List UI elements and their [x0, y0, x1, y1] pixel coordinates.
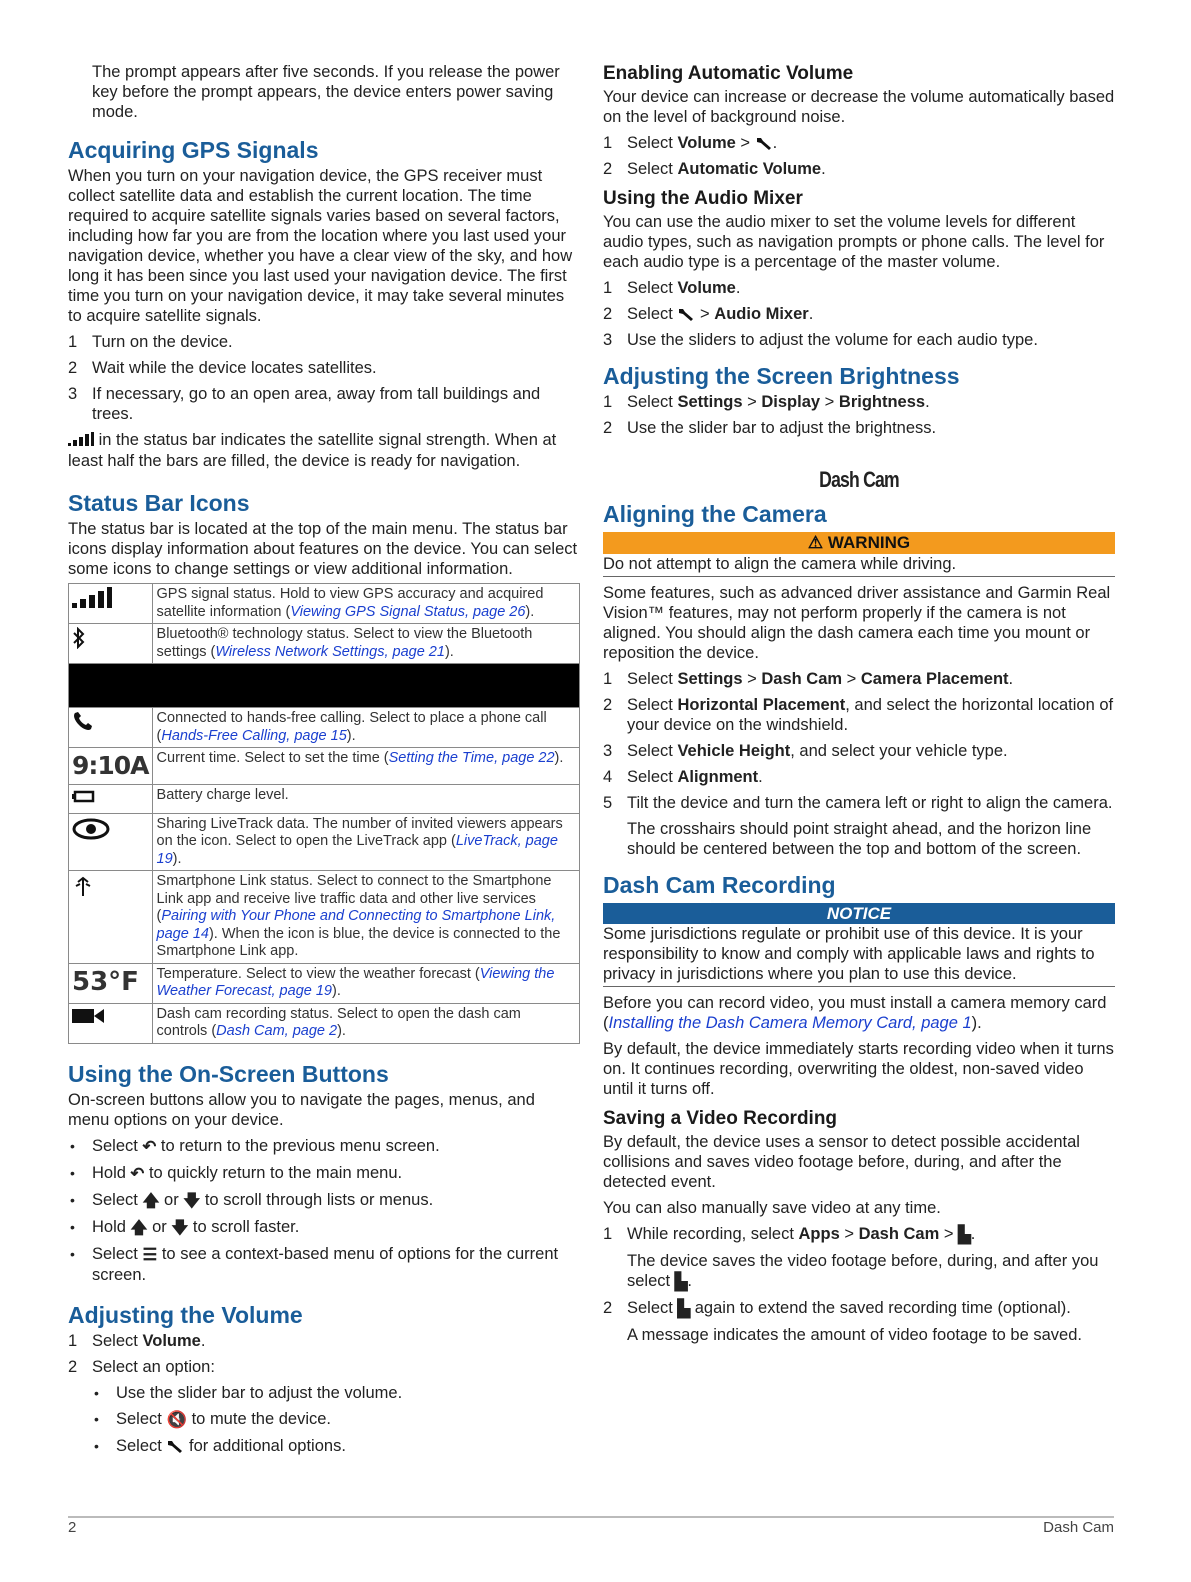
volume-step-1: 1 Select Volume.	[68, 1331, 206, 1350]
align-body: Some features, such as advanced driver assistance and Garmin Real Vision™ features, may not perform properly if the camera is not aligned. You should align the dash camera each time you mount or reposition the device.	[603, 584, 1111, 662]
arrow-up-icon: 🡅	[130, 1218, 148, 1237]
align-heading: Aligning the Camera	[603, 501, 827, 527]
gps-body: When you turn on your navigation device, the GPS receiver must collect satellite data and establish the current location. The time required to acquire satellite signals varies based on several factors, including how far you are from the location where you last used your navigation device, whether you have a clear view of the sky, and how long it has been since you last used your navigation device. The first time you turn on your navigation device, it may take several minutes to acquire satellite signals.	[68, 167, 573, 325]
autovol-step-1: 1 Select Volume > .	[603, 134, 778, 152]
save-video-icon: ▙	[958, 1226, 971, 1244]
signal-note: in the status bar indicates the satellite signal strength. When at least half the bars are filled, the device is ready for navigation.	[68, 431, 557, 470]
save-video-icon: ▙	[674, 1273, 688, 1291]
gps-step-1: 1 Turn on the device.	[68, 333, 233, 351]
list-item: • Select ☰ to see a context-based menu of options for the current screen.	[68, 1244, 580, 1285]
align-step-5-note: The crosshairs should point straight ahead, and the horizon line should be centered between the top and bottom of the screen.	[627, 820, 1092, 858]
autovol-heading: Enabling Automatic Volume	[603, 63, 854, 84]
brightness-step-1: 1 Select Settings > Display > Brightness.	[603, 393, 930, 411]
signal-strength-icon	[68, 431, 94, 451]
clock-time-icon: 9:10A	[69, 748, 153, 785]
saving-step-1: 1 While recording, select Apps > Dash Cam > ▙.	[603, 1225, 976, 1244]
livetrack-eye-icon	[69, 813, 153, 871]
smartphone-link-icon	[69, 871, 153, 964]
right-column	[603, 62, 1115, 1351]
link-gps-status[interactable]: Viewing GPS Signal Status, page 26	[290, 603, 526, 620]
recording-heading: Dash Cam Recording	[603, 872, 836, 898]
list-item: • Hold ↶ to quickly return to the main menu.	[68, 1163, 580, 1184]
saving-heading: Saving a Video Recording	[603, 1108, 838, 1129]
intro-paragraph: The prompt appears after five seconds. If you release the power key before the prompt appears, the device enters power saving mode.	[92, 63, 560, 121]
list-item: • Select for additional options.	[68, 1436, 580, 1456]
arrow-down-icon: 🡇	[183, 1191, 201, 1210]
link-memory-card[interactable]: Installing the Dash Camera Memory Card, page 1	[608, 1014, 972, 1032]
redacted-row	[69, 664, 580, 708]
gps-signal-icon	[69, 584, 153, 624]
wrench-icon	[755, 135, 773, 149]
table-row: Sharing LiveTrack data. The number of invited viewers appears on the icon. Select to open the LiveTrack app (LiveTrack, page 19).	[69, 813, 580, 871]
link-livetrack[interactable]: LiveTrack, page 19	[156, 833, 558, 867]
phone-icon	[69, 708, 153, 748]
mixer-step-3: 3 Use the sliders to adjust the volume for each audio type.	[603, 331, 1038, 349]
mixer-heading: Using the Audio Mixer	[603, 188, 803, 209]
video-camera-icon	[69, 1003, 153, 1043]
table-row: Connected to hands-free calling. Select to place a phone call (Hands-Free Calling, page 15).	[69, 708, 580, 748]
notice-text: Some jurisdictions regulate or prohibit use of this device. It is your responsibility to know and comply with applicable laws and rights to privacy in jurisdictions where you plan to use this device.	[603, 925, 1095, 983]
bluetooth-icon	[69, 624, 153, 664]
temperature-icon: 53°F	[69, 963, 153, 1003]
warning-banner: ⚠ WARNING	[603, 532, 1115, 554]
recording-para-1: Before you can record video, you must install a camera memory card (Installing the Dash Camera Memory Card, page 1).	[603, 994, 1107, 1032]
section-title: Dash Cam	[819, 467, 899, 492]
link-hands-free[interactable]: Hands-Free Calling, page 15	[161, 727, 347, 744]
buttons-body: On-screen buttons allow you to navigate the pages, menus, and menu options on your device.	[68, 1090, 535, 1129]
arrow-down-icon: 🡇	[171, 1218, 189, 1237]
list-item: • Select 🡅 or 🡇 to scroll through lists or menus.	[68, 1190, 580, 1211]
link-wireless-settings[interactable]: Wireless Network Settings, page 21	[215, 643, 445, 660]
mixer-step-2: 2 Select > Audio Mixer.	[603, 305, 814, 323]
wrench-icon	[677, 306, 695, 320]
battery-icon	[69, 785, 153, 814]
saving-body-2: You can also manually save video at any time.	[603, 1199, 941, 1217]
table-row: GPS signal status. Hold to view GPS accuracy and acquired satellite information (Viewing GPS Signal Status, page 26).	[69, 584, 580, 624]
brightness-heading: Adjusting the Screen Brightness	[603, 363, 960, 389]
mixer-step-1: 1 Select Volume.	[603, 279, 741, 297]
mute-icon: 🔇	[166, 1410, 187, 1429]
saving-body: By default, the device uses a sensor to detect possible accidental collisions and saves video footage before, during, and after the detected event.	[603, 1133, 1080, 1191]
status-icons-table	[68, 583, 580, 1044]
saving-step-2: 2 Select ▙ again to extend the saved recording time (optional).	[603, 1299, 1071, 1318]
back-icon: ↶	[130, 1164, 145, 1183]
footer-section: Dash Cam	[1043, 1519, 1114, 1536]
link-dash-cam[interactable]: Dash Cam, page 2	[216, 1023, 338, 1039]
page-number: 2	[68, 1519, 77, 1536]
saving-step-2-note: A message indicates the amount of video footage to be saved.	[627, 1326, 1082, 1344]
divider	[603, 576, 1115, 577]
list-item: • Use the slider bar to adjust the volume.	[68, 1383, 580, 1403]
align-step-4: 4 Select Alignment.	[603, 768, 763, 786]
list-item: • Select ↶ to return to the previous menu screen.	[68, 1136, 580, 1157]
recording-para-2: By default, the device immediately starts recording video when it turns on. It continues recording, overwriting the oldest, non-saved video until it turns off.	[603, 1040, 1114, 1098]
table-row: Bluetooth® technology status. Select to view the Bluetooth settings (Wireless Network Settings, page 21).	[69, 624, 580, 664]
table-row: 53°F Temperature. Select to view the weather forecast (Viewing the Weather Forecast, page 19).	[69, 963, 580, 1003]
align-step-2: 2 Select Horizontal Placement, and select the horizontal location of your device on the windshield.	[603, 696, 1114, 734]
wrench-icon	[166, 1438, 184, 1452]
volume-step-2: 2 Select an option:	[68, 1357, 215, 1376]
gps-step-2: 2 Wait while the device locates satellites.	[68, 359, 377, 377]
volume-heading: Adjusting the Volume	[68, 1301, 303, 1328]
gps-heading: Acquiring GPS Signals	[68, 137, 319, 163]
status-bar-body: The status bar is located at the top of the main menu. The status bar icons display information about features on the device. You can select some icons to change settings or view additional information.	[68, 520, 578, 578]
left-column	[68, 62, 580, 1462]
link-smartphone-link[interactable]: Pairing with Your Phone and Connecting to Smartphone Link, page 14	[156, 908, 556, 942]
notice-banner: NOTICE	[603, 903, 1115, 924]
mixer-body: You can use the audio mixer to set the volume levels for different audio types, such as navigation prompts or phone calls. The level for each audio type is a percentage of the master volume.	[603, 213, 1105, 271]
save-video-icon: ▙	[677, 1300, 691, 1318]
table-row: Battery charge level.	[69, 785, 580, 814]
align-step-5: 5 Tilt the device and turn the camera left or right to align the camera.	[603, 794, 1113, 812]
menu-icon: ☰	[142, 1245, 158, 1264]
autovol-step-2: 2 Select Automatic Volume.	[603, 160, 826, 178]
autovol-body: Your device can increase or decrease the volume automatically based on the level of background noise.	[603, 88, 1115, 126]
align-step-1: 1 Select Settings > Dash Cam > Camera Placement.	[603, 670, 1014, 688]
warning-text: Do not attempt to align the camera while driving.	[603, 555, 957, 573]
list-item: • Hold 🡅 or 🡇 to scroll faster.	[68, 1217, 580, 1238]
table-row: Dash cam recording status. Select to open the dash cam controls (Dash Cam, page 2).	[69, 1003, 580, 1043]
divider	[603, 986, 1115, 987]
arrow-up-icon: 🡅	[142, 1191, 160, 1210]
list-item: • Select 🔇 to mute the device.	[68, 1409, 580, 1430]
link-setting-time[interactable]: Setting the Time, page 22	[388, 750, 555, 766]
table-row: Smartphone Link status. Select to connect to the Smartphone Link app and receive live traffic data and other live services (Pairing with Your Phone and Connecting to Smartphone Link, page 14). When the icon is blue, the device is connected to the Smartphone Link app.	[69, 871, 580, 964]
table-row: 9:10A Current time. Select to set the time (Setting the Time, page 22).	[69, 748, 580, 785]
saving-step-1-note: The device saves the video footage before, during, and after you select ▙.	[627, 1252, 1099, 1291]
warning-icon: ⚠	[807, 533, 824, 552]
link-weather[interactable]: Viewing the Weather Forecast, page 19	[156, 965, 555, 999]
buttons-heading: Using the On-Screen Buttons	[68, 1060, 389, 1087]
footer-rule	[68, 1516, 1114, 1518]
gps-step-3: 3 If necessary, go to an open area, away from tall buildings and trees.	[68, 385, 541, 423]
back-icon: ↶	[142, 1137, 157, 1156]
align-step-3: 3 Select Vehicle Height, and select your vehicle type.	[603, 742, 1008, 760]
brightness-step-2: 2 Use the slider bar to adjust the brightness.	[603, 419, 937, 437]
status-bar-heading: Status Bar Icons	[68, 490, 250, 516]
